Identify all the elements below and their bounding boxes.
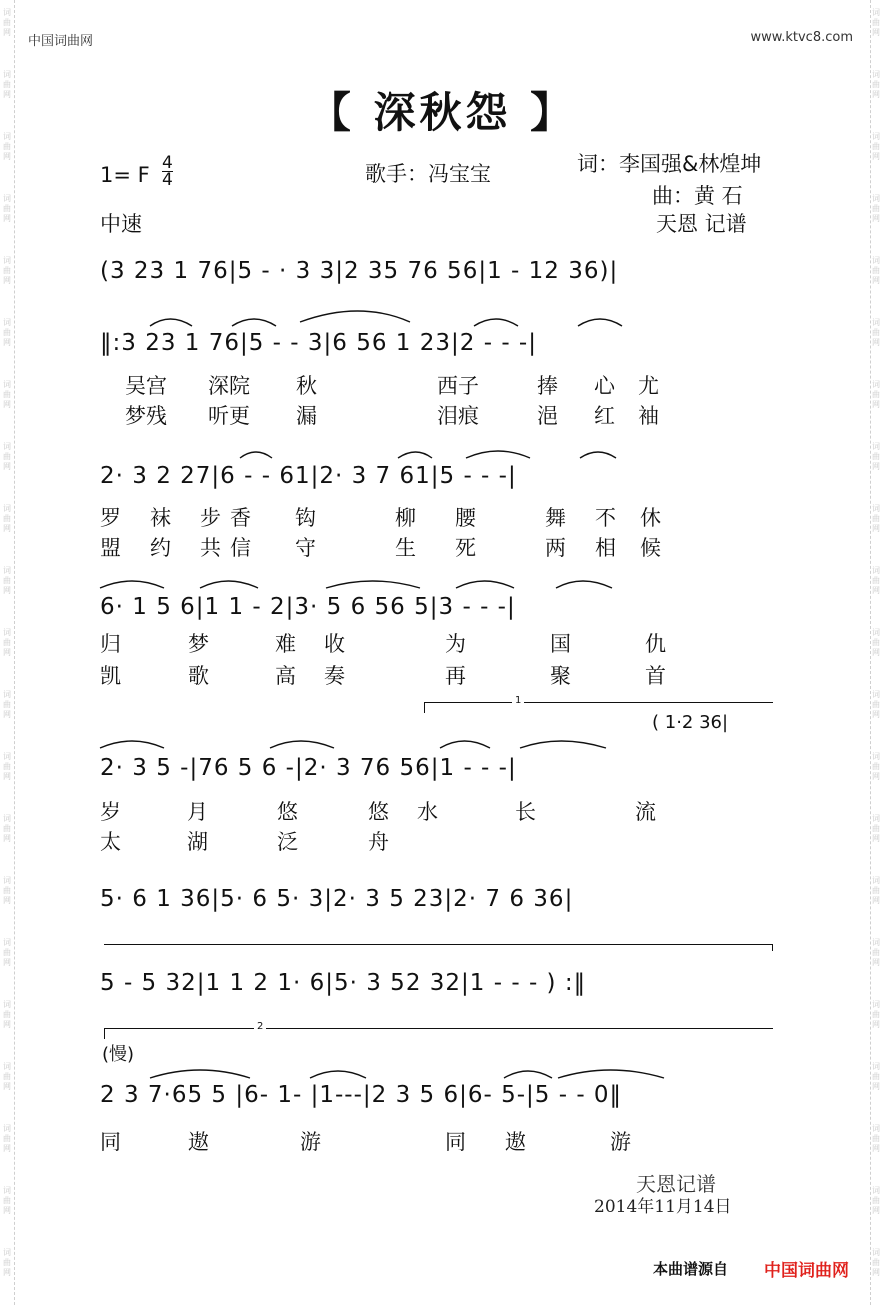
lyric: 袜 xyxy=(150,506,171,530)
lyric: 难 xyxy=(275,632,296,656)
notation-line-2: 2· 3 2 27|6 - - 61|2· 3 7 61|5 - - -| xyxy=(100,463,517,489)
site-name-header: 中国词曲网 xyxy=(28,34,94,49)
lyric: 游 xyxy=(610,1130,631,1154)
lyric: 遨 xyxy=(188,1130,209,1154)
side-watermark-text: 词曲网 xyxy=(872,1124,880,1153)
lyric: 歌 xyxy=(188,664,209,688)
side-watermark-text: 词曲网 xyxy=(872,628,880,657)
side-watermark-text: 词曲网 xyxy=(3,1000,11,1029)
lyric: 为 xyxy=(445,632,466,656)
lyric: 悠 xyxy=(277,800,298,824)
side-watermark-text: 词曲网 xyxy=(3,256,11,285)
lyric: 深院 xyxy=(208,374,250,398)
lyric: 西子 xyxy=(437,374,479,398)
lyric: 漏 xyxy=(296,404,317,428)
side-watermark-text: 词曲网 xyxy=(3,814,11,843)
singer: 歌手：冯宝宝 xyxy=(365,162,491,186)
lyric: 钩 xyxy=(295,506,316,530)
notation-line-7: 2 3 7·65 5 |6- 1- |1---|2 3 5 6|6- 5-|5 - - 0‖ xyxy=(100,1082,623,1108)
side-watermark-text: 词曲网 xyxy=(3,504,11,533)
source-brand-link[interactable]: 中国词曲网 xyxy=(764,1261,849,1281)
lyric: 生 xyxy=(395,536,416,560)
side-watermark-text: 词曲网 xyxy=(872,194,880,223)
lyric: 岁 xyxy=(100,800,121,824)
lyric: 浥 xyxy=(537,404,558,428)
lyric: 游 xyxy=(300,1130,321,1154)
lyric: 舟 xyxy=(368,830,389,854)
lyric: 高 xyxy=(275,664,296,688)
lyric: 水 xyxy=(417,800,438,824)
lyric: 梦残 xyxy=(125,404,167,428)
side-watermark-text: 词曲网 xyxy=(872,566,880,595)
lyric: 同 xyxy=(445,1130,466,1154)
lyric: 约 xyxy=(150,536,171,560)
lyric: 尤 xyxy=(638,374,659,398)
side-watermark-text: 词曲网 xyxy=(3,8,11,37)
notation-line-6: 5 - 5 32|1 1 2 1· 6|5· 3 52 32|1 - - - ) :‖ xyxy=(100,970,587,996)
side-watermark-text: 词曲网 xyxy=(872,814,880,843)
side-watermark-text: 词曲网 xyxy=(3,132,11,161)
lyric: 首 xyxy=(645,664,666,688)
lyric: 候 xyxy=(640,536,661,560)
side-watermark-text: 词曲网 xyxy=(3,566,11,595)
lyric: 遨 xyxy=(505,1130,526,1154)
side-watermark-text: 词曲网 xyxy=(3,318,11,347)
side-watermark-text: 词曲网 xyxy=(3,628,11,657)
transcriber: 天恩 记谱 xyxy=(656,212,747,236)
side-watermark-text: 词曲网 xyxy=(3,380,11,409)
side-watermark-text: 词曲网 xyxy=(3,1062,11,1091)
side-watermark-text: 词曲网 xyxy=(872,938,880,967)
side-watermark-text: 词曲网 xyxy=(3,1248,11,1277)
side-watermark-text: 词曲网 xyxy=(872,70,880,99)
intro-notation: (3 23 1 76|5 - · 3 3|2 35 76 56|1 - 12 36)| xyxy=(100,258,619,284)
first-ending-number: 1 xyxy=(512,695,524,706)
side-watermark-text: 词曲网 xyxy=(872,1062,880,1091)
lyric: 月 xyxy=(187,800,208,824)
side-watermark-text: 词曲网 xyxy=(3,938,11,967)
lyric: 捧 xyxy=(537,374,558,398)
lyric: 太 xyxy=(100,830,121,854)
transcription-date: 2014年11月14日 xyxy=(594,1197,732,1217)
site-url-header: www.ktvc8.com xyxy=(750,30,853,45)
lyric: 红 xyxy=(594,404,615,428)
side-watermark-text: 词曲网 xyxy=(872,1186,880,1215)
lyric: 聚 xyxy=(550,664,571,688)
side-watermark-text: 词曲网 xyxy=(3,70,11,99)
side-watermark-text: 词曲网 xyxy=(872,318,880,347)
side-watermark-text: 词曲网 xyxy=(872,1248,880,1277)
side-watermark-text: 词曲网 xyxy=(3,442,11,471)
lyric: 奏 xyxy=(324,664,345,688)
side-watermark-text: 词曲网 xyxy=(872,380,880,409)
transcriber-signature: 天恩记谱 xyxy=(636,1172,716,1196)
lyric: 盟 xyxy=(100,536,121,560)
time-signature-bottom: 4 xyxy=(162,170,173,190)
side-watermark-text: 词曲网 xyxy=(872,256,880,285)
lyric: 腰 xyxy=(455,506,476,530)
notation-line-3: 6· 1 5 6|1 1 - 2|3· 5 6 56 5|3 - - -| xyxy=(100,594,516,620)
lyric: 听更 xyxy=(208,404,250,428)
source-label: 本曲谱源自 xyxy=(653,1260,729,1278)
lyric: 长 xyxy=(515,800,536,824)
lyric: 罗 xyxy=(100,506,121,530)
lyric: 收 xyxy=(324,632,345,656)
lyric: 吴宫 xyxy=(125,374,167,398)
notation-line-4: 2· 3 5 -|76 5 6 -|2· 3 76 56|1 - - -| xyxy=(100,755,517,781)
lyric: 心 xyxy=(594,374,615,398)
side-watermark-text: 词曲网 xyxy=(3,194,11,223)
lyric: 两 xyxy=(545,536,566,560)
lyric: 仇 xyxy=(645,632,666,656)
lyric: 悠 xyxy=(368,800,389,824)
side-watermark-text: 词曲网 xyxy=(3,1124,11,1153)
side-watermark-text: 词曲网 xyxy=(872,504,880,533)
lyricist: 词：李国强&林煌坤 xyxy=(577,152,762,176)
lyric: 守 xyxy=(295,536,316,560)
side-watermark-text: 词曲网 xyxy=(872,1000,880,1029)
lyric: 香 xyxy=(230,506,251,530)
tempo-marking: 中速 xyxy=(100,212,142,236)
lyric: 凯 xyxy=(100,664,121,688)
lyric: 步 xyxy=(200,506,221,530)
notation-line-1: ‖:3 23 1 76|5 - - 3|6 56 1 23|2 - - -| xyxy=(100,330,537,356)
first-ending-notes: ( 1·2 36| xyxy=(652,712,729,733)
lyric: 泛 xyxy=(277,830,298,854)
lyric: 流 xyxy=(635,800,656,824)
lyric: 死 xyxy=(455,536,476,560)
side-watermark-text: 词曲网 xyxy=(872,132,880,161)
lyric: 泪痕 xyxy=(437,404,479,428)
slow-marking: (慢) xyxy=(102,1044,135,1065)
time-signature-top: 4 xyxy=(162,153,173,173)
lyric: 舞 xyxy=(545,506,566,530)
side-watermark-text: 词曲网 xyxy=(3,1186,11,1215)
lyric: 秋 xyxy=(296,374,317,398)
lyric: 共 xyxy=(200,536,221,560)
second-ending-number: 2 xyxy=(254,1021,266,1032)
side-watermark-text: 词曲网 xyxy=(3,752,11,781)
lyric: 国 xyxy=(550,632,571,656)
side-watermark-text: 词曲网 xyxy=(3,690,11,719)
notation-line-5: 5· 6 1 36|5· 6 5· 3|2· 3 5 23|2· 7 6 36| xyxy=(100,886,574,912)
side-watermark-text: 词曲网 xyxy=(872,442,880,471)
side-watermark-text: 词曲网 xyxy=(872,876,880,905)
lyric: 不 xyxy=(595,506,616,530)
lyric: 相 xyxy=(595,536,616,560)
song-title: 【 深秋怨 】 xyxy=(308,88,577,137)
key-signature: 1= F xyxy=(100,163,150,187)
lyric: 信 xyxy=(230,536,251,560)
lyric: 柳 xyxy=(395,506,416,530)
lyric: 再 xyxy=(445,664,466,688)
lyric: 同 xyxy=(100,1130,121,1154)
lyric: 休 xyxy=(640,506,661,530)
lyric: 湖 xyxy=(187,830,208,854)
lyric: 梦 xyxy=(188,632,209,656)
lyric: 归 xyxy=(100,632,121,656)
side-watermark-text: 词曲网 xyxy=(872,690,880,719)
side-watermark-text: 词曲网 xyxy=(872,8,880,37)
lyric: 袖 xyxy=(638,404,659,428)
side-watermark-text: 词曲网 xyxy=(872,752,880,781)
composer: 曲：黄 石 xyxy=(652,184,743,208)
side-watermark-text: 词曲网 xyxy=(3,876,11,905)
